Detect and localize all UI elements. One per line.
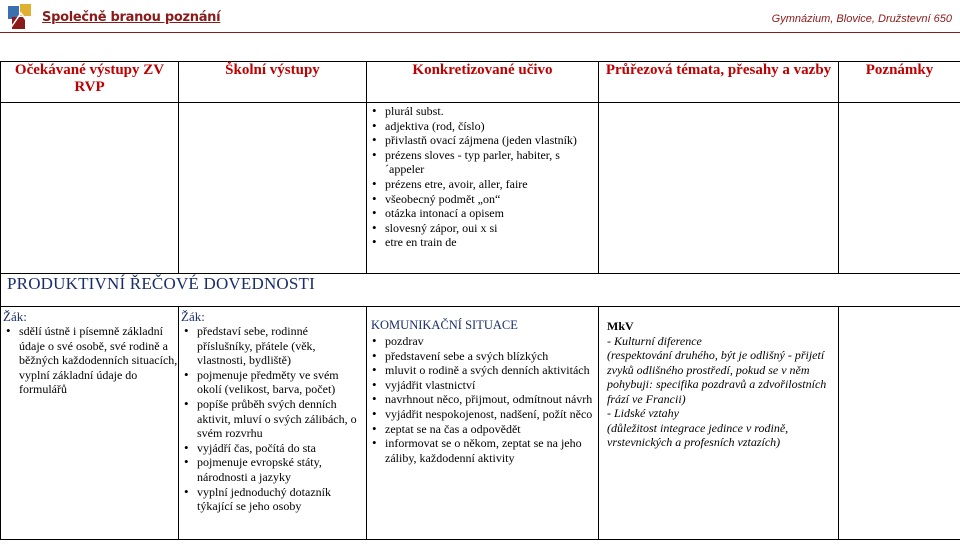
page-banner bbox=[0, 0, 960, 36]
list-item: • vyjádřit vlastnictví bbox=[367, 378, 598, 393]
project-brand: Společně branou poznání bbox=[42, 10, 221, 25]
komunikacni-situace-heading: KOMUNIKAČNÍ SITUACE bbox=[371, 318, 518, 332]
list-item: • představí sebe, rodinné příslušníky, přátele (věk, vlastnosti, bydliště) bbox=[179, 324, 366, 368]
zak-label: Žák: bbox=[3, 309, 27, 324]
list-item: • vyjádří čas, počítá do sta bbox=[179, 441, 366, 456]
bottom-temata-cell bbox=[599, 307, 839, 540]
list-item: • všeobecný podmět „on“ bbox=[367, 192, 598, 207]
project-logo-icon bbox=[7, 3, 35, 31]
mkv-line: - Kulturní diference bbox=[607, 333, 702, 348]
mkv-line: (důležitost integrace jedince v rodině, vrstevnických a profesních vztazích) bbox=[607, 420, 789, 449]
list-item: • pojmenuje předměty ve svém okolí (velikost, barva, počet) bbox=[179, 368, 366, 397]
mkv-title: MkV bbox=[607, 319, 634, 333]
bottom-rvp-cell bbox=[1, 307, 179, 540]
bottom-poznamky-cell bbox=[839, 307, 960, 540]
list-item: • plurál subst. bbox=[367, 104, 598, 119]
list-item: • navrhnout něco, přijmout, odmítnout návrh bbox=[367, 392, 598, 407]
top-poznamky-cell bbox=[839, 103, 960, 274]
col-header-ucivo: Konkretizované učivo bbox=[367, 62, 599, 103]
curriculum-table bbox=[0, 61, 960, 540]
list-item: • otázka intonací a opisem bbox=[367, 206, 598, 221]
top-temata-cell bbox=[599, 103, 839, 274]
top-ucivo-cell bbox=[367, 103, 599, 274]
section-title: PRODUKTIVNÍ ŘEČOVÉ DOVEDNOSTI bbox=[7, 274, 316, 293]
list-item: • pozdrav bbox=[367, 334, 598, 349]
list-item: • slovesný zápor, oui x si bbox=[367, 221, 598, 236]
top-skolni-cell bbox=[179, 103, 367, 274]
list-item: • mluvit o rodině a svých denních aktivitách bbox=[367, 363, 598, 378]
header-row bbox=[1, 62, 960, 103]
list-item: • vyplní jednoduchý dotazník týkající se jeho osoby bbox=[179, 485, 366, 514]
list-item: • pojmenuje evropské státy, národnosti a jazyky bbox=[179, 455, 366, 484]
bottom-ucivo-cell bbox=[367, 307, 599, 540]
list-item: • sdělí ústně i písemně základní údaje o své osobě, své rodině a běžných každodenních situacích, vyplní základní údaje do formulářů bbox=[1, 324, 178, 397]
list-item: • představení sebe a svých blízkých bbox=[367, 349, 598, 364]
list-item: • prézens sloves - typ parler, habiter, s´appeler bbox=[367, 148, 598, 177]
top-rvp-cell bbox=[1, 103, 179, 274]
list-item: • přivlastň ovací zájmena (jeden vlastník) bbox=[367, 133, 598, 148]
zak-label: Žák: bbox=[181, 309, 205, 324]
list-item: • zeptat se na čas a odpovědět bbox=[367, 422, 598, 437]
section-cell bbox=[1, 274, 960, 307]
col-header-temata: Průřezová témata, přesahy a vazby bbox=[599, 62, 839, 103]
top-content-row bbox=[1, 103, 960, 274]
list-item: • informovat se o někom, zeptat se na jeho záliby, každodenní aktivity bbox=[367, 436, 598, 465]
bottom-skolni-cell bbox=[179, 307, 367, 540]
bottom-content-row bbox=[1, 307, 960, 540]
list-item: • etre en train de bbox=[367, 235, 598, 250]
mkv-line: - Lidské vztahy bbox=[607, 406, 679, 420]
list-item: • prézens etre, avoir, aller, faire bbox=[367, 177, 598, 192]
section-row bbox=[1, 274, 960, 307]
banner-divider bbox=[0, 32, 960, 33]
school-name: Gymnázium, Blovice, Družstevní 650 bbox=[771, 13, 952, 25]
col-header-poznamky: Poznámky bbox=[839, 62, 960, 103]
list-item: • adjektiva (rod, číslo) bbox=[367, 119, 598, 134]
list-item: • vyjádřit nespokojenost, nadšení, požít něco bbox=[367, 407, 598, 422]
col-header-rvp: Očekávané výstupy ZV RVP bbox=[1, 62, 179, 103]
mkv-line: (respektování druhého, být je odlišný - přijetí zvyků odlišného prostředí, pokud se v něm pohybuji: specifika pozdravů a zdvořilostních frází ve Francii) bbox=[607, 348, 827, 406]
list-item: • popíše průběh svých denních aktivit, mluví o svých zálibách, o svém rozvrhu bbox=[179, 397, 366, 441]
mkv-block bbox=[599, 307, 838, 450]
col-header-skolni: Školní výstupy bbox=[179, 62, 367, 103]
